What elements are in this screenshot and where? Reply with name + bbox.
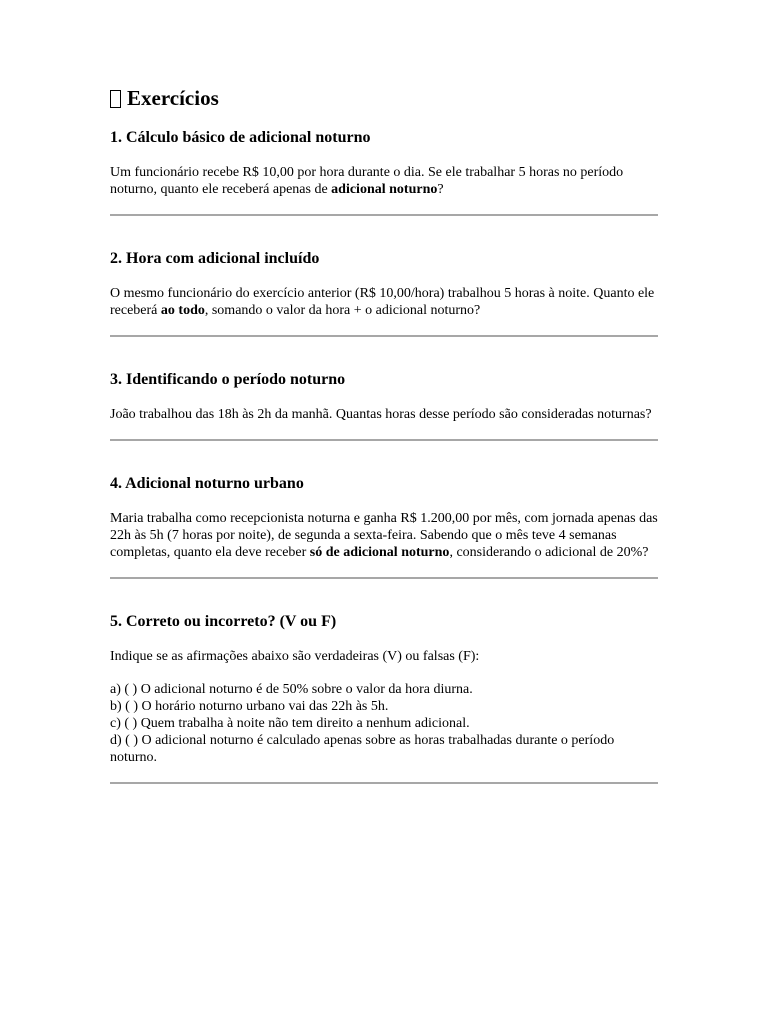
exercise-2 (110, 249, 658, 337)
exercise-1-text-end: ? (437, 182, 444, 197)
exercise-2-text-end: , somando o valor da hora + o adicional noturno? (204, 303, 481, 318)
divider (110, 782, 658, 784)
exercise-2-heading: 2. Hora com adicional incluído (110, 250, 320, 267)
exercise-4-text-start: Maria trabalha como recepcionista noturna e ganha R$ 1.200,00 por mês, com jornada apenas das 22h às 5h (7 horas por noite), de segunda a sexta-feira. Sabendo que o mês teve 4 semanas completas, quanto ela deve receber (110, 511, 658, 560)
exercise-4-text (110, 510, 658, 561)
exercise-4-heading: 4. Adicional noturno urbano (110, 475, 304, 492)
statement-item: a) ( ) O adicional noturno é de 50% sobre o valor da hora diurna. (110, 682, 473, 697)
exercise-2-text (110, 285, 658, 319)
exercise-1-text-start: Um funcionário recebe R$ 10,00 por hora durante o dia. Se ele trabalhar 5 horas no período noturno, quanto ele receberá apenas de (110, 165, 624, 197)
exercise-4-text-bold: só de adicional noturno (309, 545, 450, 560)
statement-item: d) ( ) O adicional noturno é calculado apenas sobre as horas trabalhadas durante o período noturno. (110, 733, 615, 765)
exercise-5 (110, 612, 658, 784)
statement-list (110, 681, 658, 766)
exercise-1-heading: 1. Cálculo básico de adicional noturno (110, 129, 371, 146)
exercise-3 (110, 370, 658, 441)
exercise-2-text-start: O mesmo funcionário do exercício anterior (R$ 10,00/hora) trabalhou 5 horas à noite. Quanto ele receberá (110, 286, 655, 318)
exercise-5-intro: Indique se as afirmações abaixo são verdadeiras (V) ou falsas (F): (110, 649, 480, 664)
document-content (110, 84, 658, 784)
page-title-text: Exercícios (127, 86, 219, 110)
exercise-3-text: João trabalhou das 18h às 2h da manhã. Quantas horas desse período são consideradas noturnas? (110, 407, 652, 422)
missing-glyph-icon (110, 90, 121, 108)
exercise-1-text (110, 164, 658, 198)
exercise-5-heading: 5. Correto ou incorreto? (V ou F) (110, 613, 337, 630)
statement-item: b) ( ) O horário noturno urbano vai das 22h às 5h. (110, 699, 389, 714)
exercise-4-text-end: , considerando o adicional de 20%? (449, 545, 649, 560)
exercise-2-text-bold: ao todo (160, 303, 205, 318)
exercise-4 (110, 474, 658, 579)
statement-item: c) ( ) Quem trabalha à noite não tem direito a nenhum adicional. (110, 716, 470, 731)
exercise-1-text-bold: adicional noturno (331, 182, 438, 197)
exercise-1 (110, 128, 658, 216)
exercise-3-heading: 3. Identificando o período noturno (110, 371, 346, 388)
page-title (110, 84, 658, 112)
